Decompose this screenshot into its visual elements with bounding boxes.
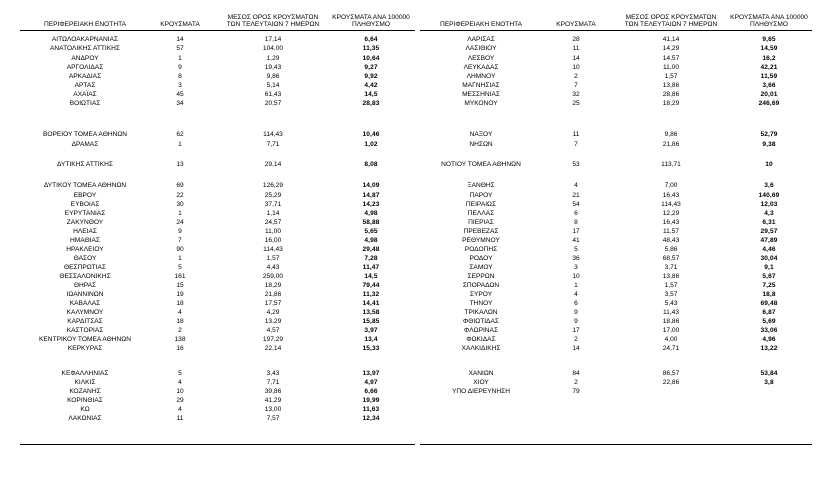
table-row-rate-per-100k: 4,98 — [364, 210, 378, 217]
table-row-region-name: ΥΠΟ ΔΙΕΡΕΥΝΗΣΗ — [452, 388, 510, 395]
table-row-avg-7day: 126,29 — [262, 182, 284, 189]
table-row-region-name: ΡΕΘΥΜΝΟΥ — [462, 237, 500, 244]
table-row-region-name: ΚΟΖΑΝΗΣ — [69, 388, 101, 395]
table-row-region-name: ΘΗΡΑΣ — [73, 282, 97, 289]
table-row-avg-7day: 12,29 — [662, 210, 680, 217]
table-row-rate-per-100k: 30,04 — [760, 255, 778, 262]
table-row-region-name: ΚΕΦΑΛΛΗΝΙΑΣ — [61, 370, 109, 377]
table-row-rate-per-100k: 14,5 — [364, 91, 378, 98]
table-row-rate-per-100k: 69,48 — [760, 300, 778, 307]
table-row-avg-7day: 41,14 — [662, 35, 680, 43]
table-row-avg-7day: 114,43 — [263, 246, 283, 253]
table-row-region-name: ΑΧΑΪΑΣ — [73, 91, 97, 98]
table-row-cases: 54 — [572, 201, 580, 208]
table-row-avg-7day: 259,00 — [262, 273, 284, 280]
table-row-cases: 84 — [572, 370, 580, 377]
table-row-avg-7day: 4,29 — [266, 309, 280, 316]
table-row-avg-7day: 11,00 — [662, 64, 679, 71]
table-row-avg-7day: 41,29 — [264, 397, 282, 404]
table-row-rate-per-100k: 13,22 — [760, 345, 778, 352]
table-row-region-name: ΦΘΙΩΤΙΔΑΣ — [463, 318, 499, 325]
table-row-rate-per-100k: 8,08 — [364, 161, 378, 168]
table-row-cases: 1 — [178, 54, 182, 62]
table-row-cases: 41 — [572, 237, 580, 244]
table-row-region-name: ΧΑΛΚΙΔΙΚΗΣ — [461, 345, 501, 352]
table-row-cases: 29 — [176, 397, 184, 404]
table-row-avg-7day: 13,00 — [264, 406, 282, 413]
table-row-cases: 57 — [176, 45, 184, 52]
table-row-rate-per-100k: 4,42 — [364, 82, 378, 89]
table-row-cases: 5 — [178, 264, 182, 271]
table-row-rate-per-100k: 11,63 — [362, 406, 380, 413]
table-row-rate-per-100k: 9,1 — [764, 264, 774, 271]
table-row-cases: 3 — [178, 82, 182, 89]
table-row-rate-per-100k: 11,32 — [362, 291, 380, 298]
table-row-cases: 28 — [572, 35, 580, 43]
table-row-region-name: ΝΗΣΩΝ — [469, 141, 493, 148]
table-row-rate-per-100k: 11,47 — [362, 264, 380, 271]
table-row-rate-per-100k: 3,97 — [364, 327, 378, 334]
table-row-cases: 7 — [574, 141, 578, 148]
table-row-avg-7day: 9,86 — [664, 131, 678, 138]
table-row-region-name: ΔΥΤΙΚΟΥ ΤΟΜΕΑ ΑΘΗΝΩΝ — [43, 182, 127, 189]
table-row-avg-7day: 3,57 — [664, 291, 678, 298]
table-row-cases: 1 — [178, 210, 182, 217]
table-row-cases: 22 — [176, 192, 184, 199]
table-row-rate-per-100k: 3,8 — [764, 379, 774, 386]
table-row-cases: 21 — [572, 192, 580, 199]
table-row-rate-per-100k: 79,44 — [362, 282, 380, 289]
table-row-cases: 19 — [176, 291, 184, 298]
table-row-avg-7day: 24,71 — [662, 345, 680, 352]
table-row-rate-per-100k: 6,87 — [762, 309, 776, 316]
table-row-rate-per-100k: 4,97 — [364, 379, 378, 386]
table-row-avg-7day: 19,43 — [264, 64, 282, 71]
table-row-rate-per-100k: 11,35 — [362, 45, 380, 52]
table-row-avg-7day: 68,57 — [662, 255, 680, 262]
table-row-region-name: ΠΕΛΛΑΣ — [467, 210, 495, 217]
table-row-rate-per-100k: 9,65 — [762, 35, 776, 43]
table-row-cases: 17 — [572, 228, 580, 235]
table-row-cases: 5 — [574, 246, 578, 253]
table-row-avg-7day: 5,86 — [664, 246, 678, 253]
table-row-avg-7day: 21,86 — [264, 291, 282, 298]
table-row-avg-7day: 1,14 — [266, 210, 280, 217]
table-row-region-name: ΙΩΑΝΝΙΝΩΝ — [66, 291, 104, 298]
right-header-rule — [420, 30, 812, 31]
table-row-avg-7day: 39,86 — [264, 388, 282, 395]
table-row-region-name: ΤΡΙΚΑΛΩΝ — [464, 309, 498, 316]
table-row-avg-7day: 11,43 — [662, 309, 679, 316]
table-row-rate-per-100k: 12,03 — [760, 201, 778, 208]
table-row-region-name: ΕΥΡΥΤΑΝΙΑΣ — [64, 210, 106, 217]
table-row-region-name: ΣΥΡΟΥ — [469, 291, 493, 298]
table-row-cases: 138 — [174, 336, 186, 343]
table-row-rate-per-100k: 29,48 — [362, 246, 380, 253]
table-row-region-name: ΘΕΣΣΑΛΟΝΙΚΗΣ — [59, 273, 111, 280]
table-row-region-name: ΝΟΤΙΟΥ ΤΟΜΕΑ ΑΘΗΝΩΝ — [441, 161, 521, 168]
table-row-avg-7day: 24,57 — [264, 219, 282, 226]
table-row-avg-7day: 7,00 — [664, 182, 678, 189]
table-row-cases: 34 — [176, 100, 184, 107]
table-row-cases: 32 — [572, 91, 580, 98]
table-row-rate-per-100k: 28,83 — [362, 100, 380, 107]
table-row-rate-per-100k: 58,88 — [362, 219, 380, 226]
table-row-rate-per-100k: 15,33 — [362, 345, 380, 352]
table-row-rate-per-100k: 14,5 — [364, 273, 378, 280]
table-row-cases: 25 — [572, 100, 580, 107]
table-row-cases: 11 — [572, 131, 580, 138]
table-row-region-name: ΛΕΣΒΟΥ — [467, 54, 495, 62]
table-row-region-name: ΗΡΑΚΛΕΙΟΥ — [66, 246, 104, 253]
table-row-rate-per-100k: 3,66 — [762, 82, 776, 89]
table-row-region-name: ΑΝΑΤΟΛΙΚΗΣ ΑΤΤΙΚΗΣ — [50, 45, 120, 52]
table-row-cases: 2 — [178, 327, 182, 334]
table-row-cases: 5 — [178, 370, 182, 377]
table-row-cases: 9 — [178, 64, 182, 71]
table-row-region-name: ΣΕΡΡΩΝ — [467, 273, 495, 280]
table-row-region-name: ΚΑΡΔΙΤΣΑΣ — [67, 318, 103, 325]
table-row-region-name: ΑΡΚΑΔΙΑΣ — [68, 73, 102, 80]
table-row-region-name: ΣΑΜΟΥ — [469, 264, 493, 271]
table-row-region-name: ΑΙΤΩΛΟΑΚΑΡΝΑΝΙΑΣ — [51, 35, 119, 43]
table-row-cases: 4 — [574, 182, 578, 189]
table-row-avg-7day: 7,57 — [266, 415, 280, 422]
table-row-rate-per-100k: 6,66 — [364, 388, 378, 395]
table-row-cases: 161 — [174, 273, 186, 280]
table-row-avg-7day: 114,43 — [263, 131, 283, 138]
table-row-rate-per-100k: 10,64 — [362, 54, 380, 62]
table-row-rate-per-100k: 11,59 — [760, 73, 778, 80]
table-row-rate-per-100k: 13,4 — [364, 336, 378, 343]
table-row-region-name: ΛΑΚΩΝΙΑΣ — [68, 415, 102, 422]
right-header-avg-line1: ΜΕΣΟΣ ΟΡΟΣ ΚΡΟΥΣΜΑΤΩΝ — [625, 14, 717, 21]
table-row-cases: 1 — [178, 255, 182, 262]
table-row-region-name: ΛΗΜΝΟΥ — [466, 73, 496, 80]
table-row-cases: 10 — [572, 64, 580, 71]
table-row-cases: 14 — [572, 345, 580, 352]
table-row-avg-7day: 18,29 — [662, 100, 680, 107]
table-row-avg-7day: 29,14 — [264, 161, 282, 168]
table-row-rate-per-100k: 52,79 — [760, 131, 778, 138]
table-row-rate-per-100k: 13,58 — [362, 309, 380, 316]
table-row-region-name: ΜΕΣΣΗΝΙΑΣ — [462, 91, 500, 98]
table-row-cases: 1 — [178, 141, 182, 148]
table-row-rate-per-100k: 4,46 — [762, 246, 776, 253]
table-row-rate-per-100k: 7,25 — [762, 282, 776, 289]
table-row-cases: 8 — [178, 73, 182, 80]
table-row-cases: 4 — [574, 291, 578, 298]
table-row-region-name: ΤΗΝΟΥ — [469, 300, 493, 307]
table-row-avg-7day: 17,57 — [264, 300, 282, 307]
table-row-region-name: ΠΙΕΡΙΑΣ — [468, 219, 494, 226]
table-row-region-name: ΚΑΛΥΜΝΟΥ — [66, 309, 104, 316]
left-header-avg-line1: ΜΕΣΟΣ ΟΡΟΣ ΚΡΟΥΣΜΑΤΩΝ — [227, 14, 319, 21]
table-row-cases: 14 — [176, 35, 184, 43]
table-row-avg-7day: 104,00 — [262, 45, 284, 52]
table-row-rate-per-100k: 9,38 — [762, 141, 776, 148]
table-row-avg-7day: 1,57 — [664, 73, 678, 80]
table-row-region-name: ΘΕΣΠΡΩΤΙΑΣ — [63, 264, 107, 271]
table-row-avg-7day: 197,29 — [262, 336, 284, 343]
table-row-region-name: ΘΑΣΟΥ — [73, 255, 97, 262]
table-row-avg-7day: 5,43 — [664, 300, 678, 307]
left-header-rate-line2: ΠΛΗΘΥΣΜΟ — [352, 21, 390, 28]
table-row-rate-per-100k: 10,46 — [362, 131, 380, 138]
table-row-region-name: ΞΑΝΘΗΣ — [467, 182, 495, 189]
table-row-rate-per-100k: 5,67 — [762, 273, 776, 280]
table-row-avg-7day: 86,57 — [662, 370, 680, 377]
table-row-cases: 14 — [572, 54, 580, 62]
table-row-cases: 3 — [574, 264, 578, 271]
table-row-cases: 11 — [176, 415, 184, 422]
table-row-cases: 18 — [176, 318, 184, 325]
table-row-region-name: ΛΑΡΙΣΑΣ — [467, 35, 495, 43]
table-row-avg-7day: 61,43 — [264, 91, 282, 98]
table-row-region-name: ΔΥΤΙΚΗΣ ΑΤΤΙΚΗΣ — [57, 161, 113, 168]
table-row-rate-per-100k: 14,87 — [362, 192, 380, 199]
table-row-rate-per-100k: 1,02 — [364, 141, 378, 148]
table-row-cases: 24 — [176, 219, 184, 226]
table-row-avg-7day: 113,71 — [661, 161, 681, 168]
table-row-region-name: ΜΑΓΝΗΣΙΑΣ — [462, 82, 500, 89]
table-row-rate-per-100k: 10 — [765, 161, 773, 168]
table-row-avg-7day: 7,71 — [266, 141, 280, 148]
table-row-avg-7day: 4,43 — [266, 264, 280, 271]
table-row-cases: 10 — [176, 388, 184, 395]
table-row-avg-7day: 4,57 — [266, 327, 280, 334]
table-row-avg-7day: 18,29 — [264, 282, 282, 289]
table-row-region-name: ΣΠΟΡΑΔΩΝ — [462, 282, 500, 289]
table-row-rate-per-100k: 33,06 — [760, 327, 778, 334]
table-row-rate-per-100k: 140,69 — [758, 192, 780, 199]
table-row-rate-per-100k: 18,8 — [762, 291, 776, 298]
table-row-avg-7day: 22,14 — [264, 345, 282, 352]
table-row-region-name: ΖΑΚΥΝΘΟΥ — [66, 219, 104, 226]
table-row-rate-per-100k: 20,01 — [760, 91, 778, 98]
table-row-region-name: ΜΥΚΟΝΟΥ — [464, 100, 498, 107]
table-row-rate-per-100k: 14,23 — [362, 201, 380, 208]
table-row-region-name: ΚΟΡΙΝΘΙΑΣ — [67, 397, 103, 404]
table-row-rate-per-100k: 5,65 — [364, 228, 378, 235]
table-row-cases: 9 — [178, 228, 182, 235]
table-row-region-name: ΠΡΕΒΕΖΑΣ — [463, 228, 499, 235]
table-row-region-name: ΧΑΝΙΩΝ — [468, 370, 494, 377]
table-row-cases: 4 — [178, 379, 182, 386]
table-row-rate-per-100k: 3,6 — [764, 182, 774, 189]
table-row-cases: 36 — [572, 255, 580, 262]
right-header-avg-line2: ΤΩΝ ΤΕΛΕΥΤΑΙΩΝ 7 ΗΜΕΡΩΝ — [624, 21, 718, 28]
table-row-cases: 79 — [572, 388, 580, 395]
right-header-rate-line2: ΠΛΗΘΥΣΜΟ — [750, 21, 788, 28]
table-row-rate-per-100k: 4,98 — [364, 237, 378, 244]
table-row-avg-7day: 1,57 — [664, 282, 678, 289]
table-row-region-name: ΕΒΡΟΥ — [73, 192, 97, 199]
table-row-avg-7day: 20,57 — [264, 100, 282, 107]
table-row-region-name: ΦΩΚΙΔΑΣ — [466, 336, 496, 343]
table-row-rate-per-100k: 29,57 — [760, 228, 778, 235]
table-row-region-name: ΑΝΔΡΟΥ — [71, 54, 99, 62]
table-row-avg-7day: 3,71 — [664, 264, 678, 271]
table-row-region-name: ΠΕΙΡΑΙΩΣ — [465, 201, 497, 208]
table-row-region-name: ΗΛΕΙΑΣ — [73, 228, 97, 235]
left-header-cases: ΚΡΟΥΣΜΑΤΑ — [160, 21, 200, 28]
table-row-rate-per-100k: 5,69 — [762, 318, 776, 325]
right-bottom-rule — [420, 444, 812, 445]
table-row-rate-per-100k: 14,41 — [362, 300, 380, 307]
table-row-cases: 6 — [574, 210, 578, 217]
table-row-cases: 13 — [176, 161, 184, 168]
table-row-cases: 15 — [176, 282, 184, 289]
table-row-avg-7day: 14,29 — [662, 45, 680, 52]
table-row-region-name: ΚΕΝΤΡΙΚΟΥ ΤΟΜΕΑ ΑΘΗΝΩΝ — [39, 336, 131, 343]
table-row-avg-7day: 1,29 — [266, 54, 280, 62]
table-row-avg-7day: 3,43 — [266, 370, 280, 377]
table-row-cases: 7 — [574, 82, 578, 89]
table-row-rate-per-100k: 6,31 — [762, 219, 776, 226]
left-header-avg-line2: ΤΩΝ ΤΕΛΕΥΤΑΙΩΝ 7 ΗΜΕΡΩΝ — [226, 21, 320, 28]
table-row-rate-per-100k: 246,69 — [758, 100, 780, 107]
table-row-rate-per-100k: 6,64 — [364, 35, 378, 43]
table-row-cases: 30 — [176, 201, 184, 208]
table-row-avg-7day: 114,43 — [661, 201, 681, 208]
table-row-avg-7day: 13,29 — [264, 318, 282, 325]
table-row-avg-7day: 48,43 — [662, 237, 680, 244]
table-row-avg-7day: 17,00 — [662, 327, 680, 334]
table-row-region-name: ΛΑΣΙΘΙΟΥ — [465, 45, 497, 52]
table-row-avg-7day: 22,86 — [662, 379, 680, 386]
table-row-cases: 2 — [574, 73, 578, 80]
table-row-region-name: ΒΟΙΩΤΙΑΣ — [69, 100, 101, 107]
table-row-avg-7day: 17,14 — [264, 35, 282, 43]
table-row-avg-7day: 11,57 — [662, 228, 679, 235]
table-row-region-name: ΠΑΡΟΥ — [469, 192, 493, 199]
table-row-rate-per-100k: 19,99 — [362, 397, 380, 404]
table-row-cases: 6 — [574, 300, 578, 307]
table-row-rate-per-100k: 9,92 — [364, 73, 378, 80]
table-row-cases: 90 — [176, 246, 184, 253]
table-row-cases: 17 — [572, 327, 580, 334]
left-header-region: ΠΕΡΙΦΕΡΕΙΑΚΗ ΕΝΟΤΗΤΑ — [43, 21, 127, 28]
table-row-cases: 69 — [176, 182, 184, 189]
table-row-rate-per-100k: 9,27 — [364, 64, 378, 71]
table-row-region-name: ΚΑΣΤΟΡΙΑΣ — [66, 327, 104, 334]
table-row-avg-7day: 16,43 — [662, 192, 680, 199]
table-row-rate-per-100k: 7,28 — [364, 255, 378, 262]
table-row-cases: 45 — [176, 91, 184, 98]
table-row-region-name: ΡΟΔΟΠΗΣ — [464, 246, 498, 253]
table-row-region-name: ΧΙΟΥ — [473, 379, 489, 386]
table-row-region-name: ΔΡΑΜΑΣ — [71, 141, 99, 148]
table-row-region-name: ΚΙΛΚΙΣ — [74, 379, 96, 386]
table-row-region-name: ΚΩ — [80, 406, 90, 413]
table-row-cases: 11 — [572, 45, 580, 52]
table-row-avg-7day: 1,57 — [266, 255, 280, 262]
table-row-rate-per-100k: 13,97 — [362, 370, 380, 377]
table-row-avg-7day: 13,86 — [662, 273, 680, 280]
table-row-rate-per-100k: 15,85 — [362, 318, 380, 325]
table-row-rate-per-100k: 42,21 — [760, 64, 778, 71]
table-row-cases: 2 — [574, 336, 578, 343]
table-row-region-name: ΝΑΞΟΥ — [469, 131, 493, 138]
table-row-cases: 1 — [574, 282, 578, 289]
table-row-rate-per-100k: 4,3 — [764, 210, 774, 217]
table-row-avg-7day: 7,71 — [266, 379, 280, 386]
right-header-rate-line1: ΚΡΟΥΣΜΑΤΑ ΑΝΑ 100000 — [730, 14, 808, 21]
left-bottom-rule — [20, 444, 415, 445]
table-row-region-name: ΚΕΡΚΥΡΑΣ — [67, 345, 103, 352]
table-row-avg-7day: 14,57 — [662, 54, 680, 62]
right-header-cases: ΚΡΟΥΣΜΑΤΑ — [556, 21, 596, 28]
table-row-cases: 16 — [176, 345, 184, 352]
table-row-rate-per-100k: 47,89 — [760, 237, 778, 244]
table-row-avg-7day: 28,86 — [662, 91, 680, 98]
table-row-avg-7day: 4,00 — [664, 336, 678, 343]
table-row-cases: 4 — [178, 309, 182, 316]
table-row-cases: 4 — [178, 406, 182, 413]
left-header-rule — [20, 30, 415, 31]
table-row-cases: 62 — [176, 131, 184, 138]
table-row-avg-7day: 16,43 — [662, 219, 680, 226]
table-row-rate-per-100k: 16,2 — [762, 54, 776, 62]
right-header-region: ΠΕΡΙΦΕΡΕΙΑΚΗ ΕΝΟΤΗΤΑ — [439, 21, 523, 28]
table-row-avg-7day: 18,86 — [662, 318, 680, 325]
table-row-region-name: ΕΥΒΟΙΑΣ — [70, 201, 100, 208]
table-row-cases: 2 — [574, 379, 578, 386]
table-row-avg-7day: 25,29 — [264, 192, 282, 199]
table-row-avg-7day: 11,00 — [264, 228, 281, 235]
table-row-region-name: ΚΑΒΑΛΑΣ — [69, 300, 101, 307]
table-row-cases: 8 — [574, 219, 578, 226]
table-row-avg-7day: 5,14 — [266, 82, 280, 89]
table-row-region-name: ΒΟΡΕΙΟΥ ΤΟΜΕΑ ΑΘΗΝΩΝ — [42, 131, 128, 138]
table-row-rate-per-100k: 12,34 — [362, 415, 380, 422]
table-row-avg-7day: 9,86 — [266, 73, 280, 80]
table-row-cases: 9 — [574, 318, 578, 325]
table-row-avg-7day: 13,86 — [662, 82, 680, 89]
table-row-cases: 53 — [572, 161, 580, 168]
table-row-avg-7day: 37,71 — [264, 201, 282, 208]
table-row-rate-per-100k: 53,84 — [760, 370, 778, 377]
table-row-rate-per-100k: 14,59 — [760, 45, 778, 52]
table-row-region-name: ΑΡΓΟΛΙΔΑΣ — [66, 64, 104, 71]
table-row-region-name: ΛΕΥΚΑΔΑΣ — [463, 64, 499, 71]
table-row-region-name: ΑΡΤΑΣ — [74, 82, 96, 89]
table-row-region-name: ΗΜΑΘΙΑΣ — [70, 237, 100, 244]
table-row-avg-7day: 16,00 — [264, 237, 282, 244]
table-row-avg-7day: 21,86 — [662, 141, 680, 148]
table-row-rate-per-100k: 14,09 — [362, 182, 380, 189]
table-row-rate-per-100k: 4,96 — [762, 336, 776, 343]
left-header-rate-line1: ΚΡΟΥΣΜΑΤΑ ΑΝΑ 100000 — [332, 14, 410, 21]
table-row-cases: 10 — [572, 273, 580, 280]
table-row-cases: 9 — [574, 309, 578, 316]
table-row-cases: 18 — [176, 300, 184, 307]
table-row-region-name: ΡΟΔΟΥ — [469, 255, 493, 262]
table-row-region-name: ΦΛΩΡΙΝΑΣ — [463, 327, 499, 334]
table-row-cases: 7 — [178, 237, 182, 244]
